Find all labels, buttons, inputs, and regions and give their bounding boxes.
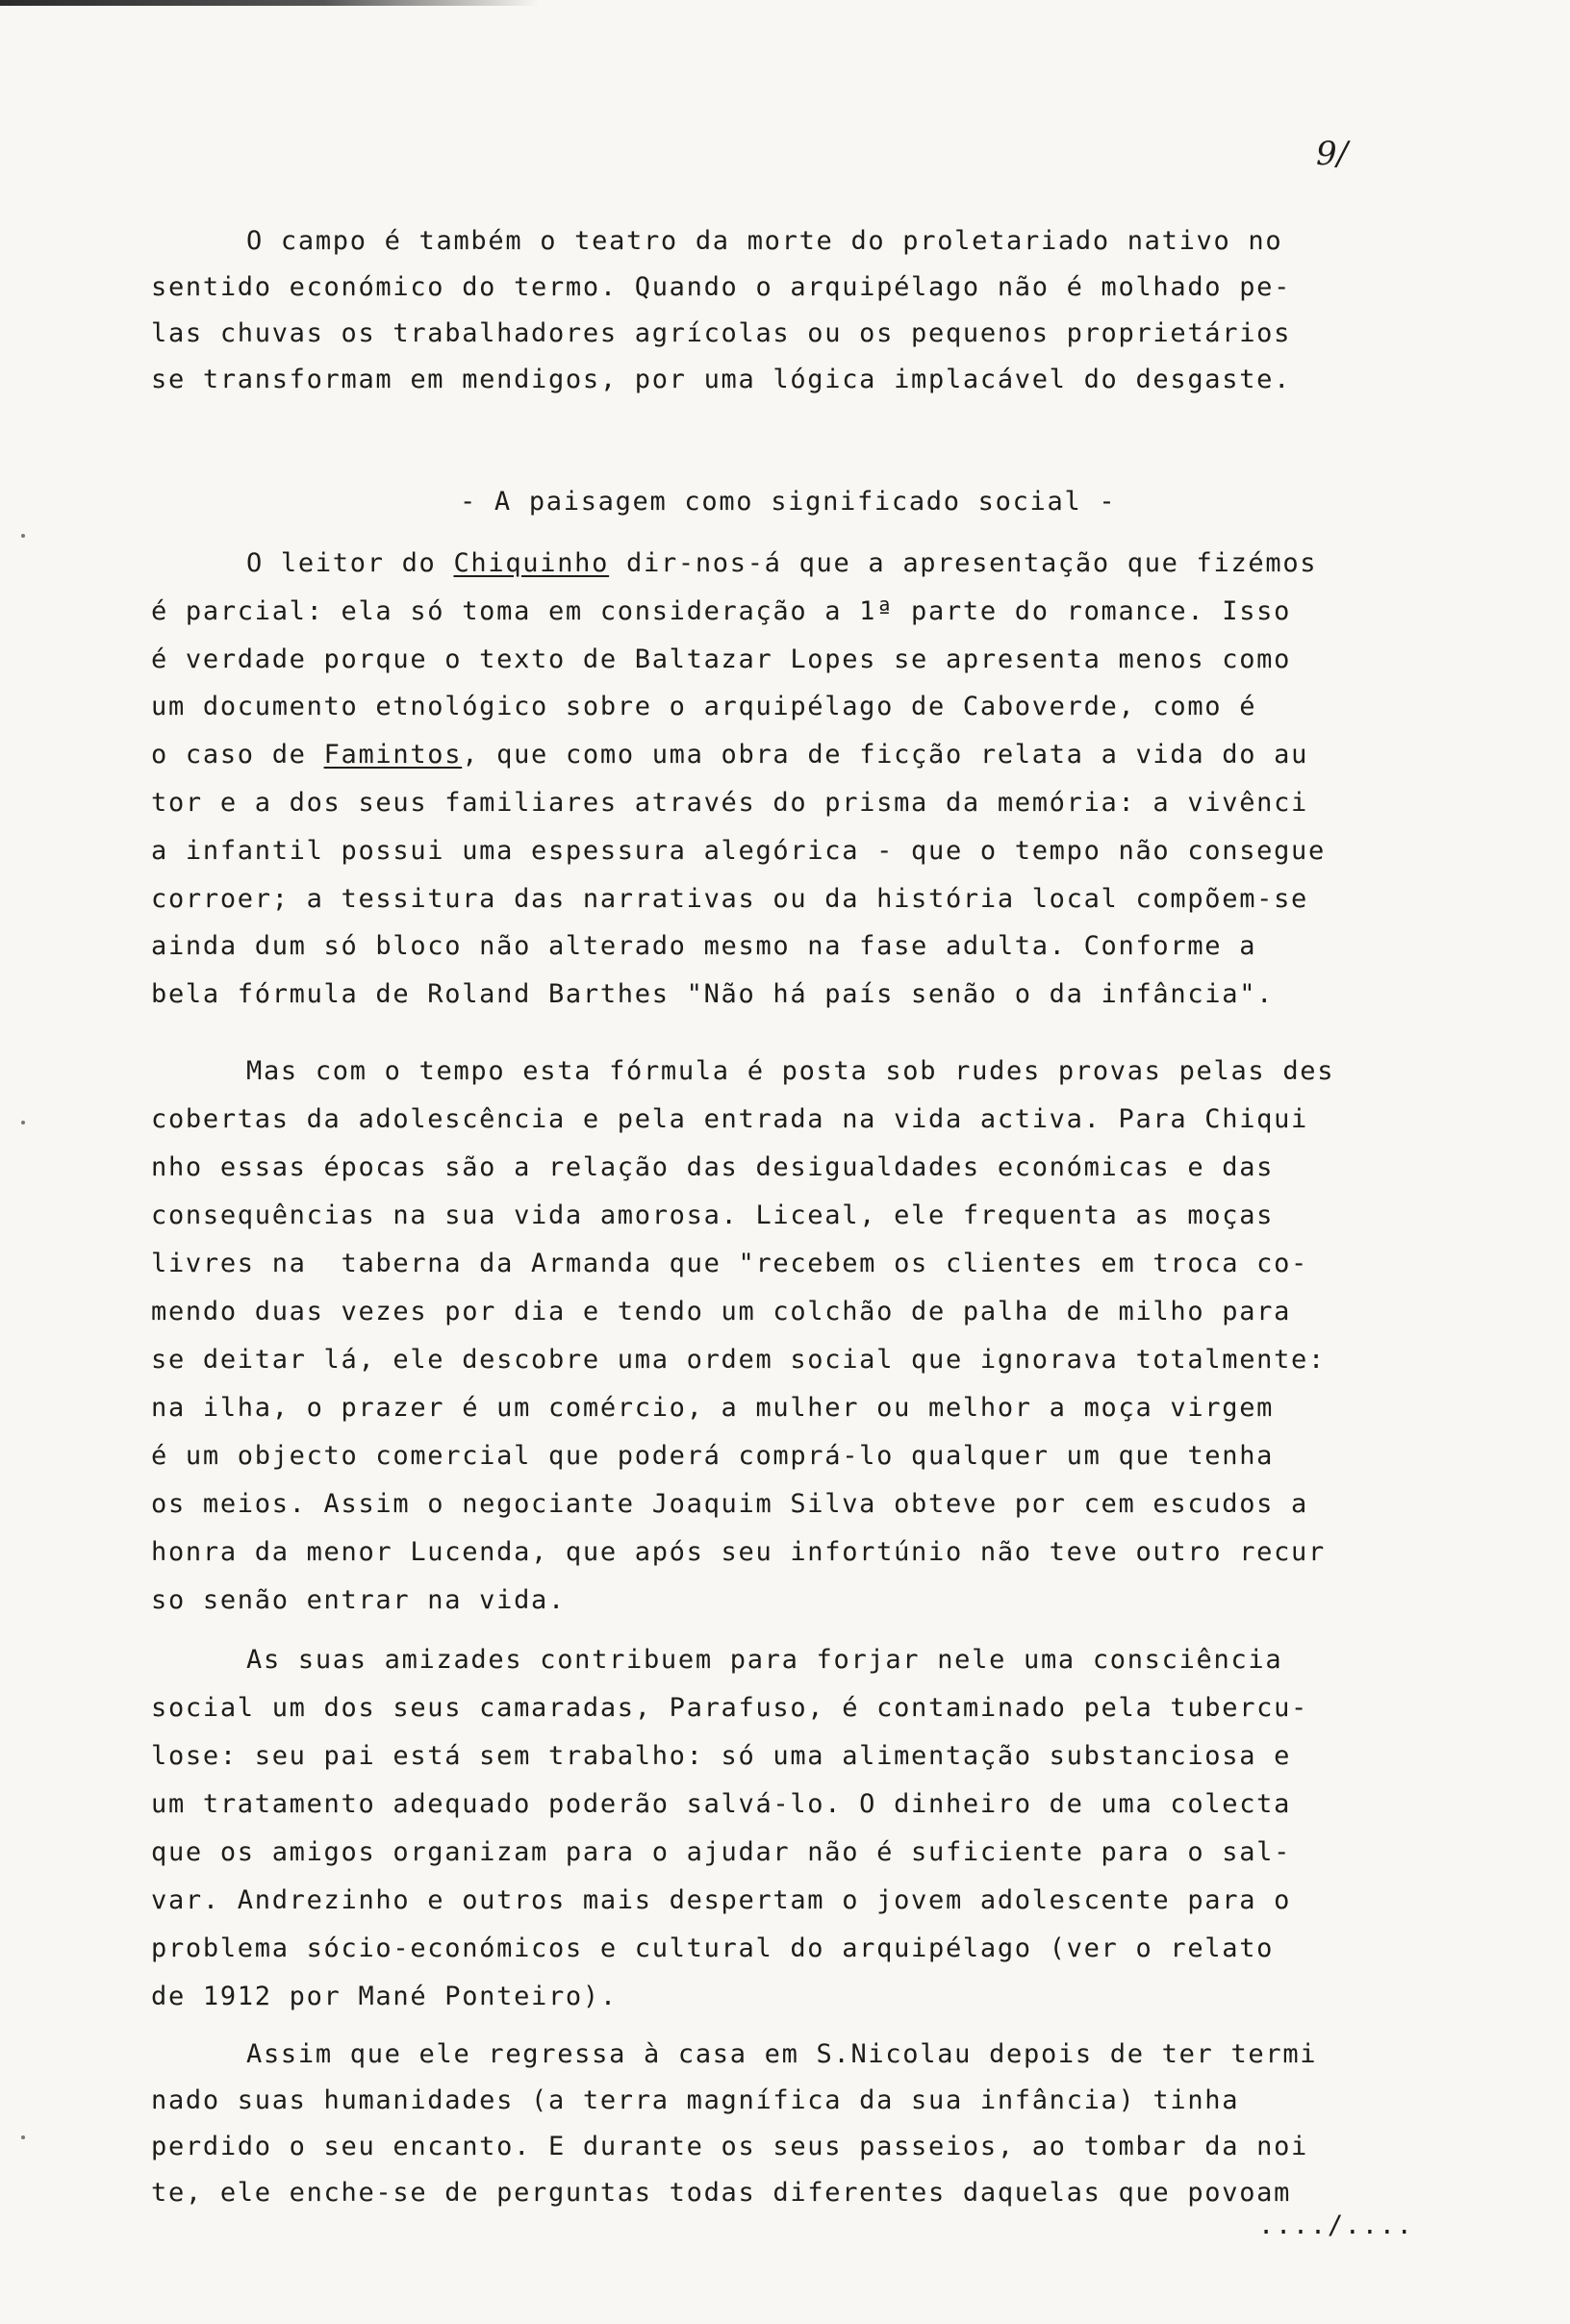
text-line <box>151 1935 1274 1961</box>
text-line <box>151 883 1309 914</box>
text-line <box>151 979 1275 1010</box>
text-run: é um objecto comercial que poderá comprá-lo qualquer um que tenha <box>151 1441 1275 1471</box>
text-run: O leitor do <box>246 548 454 578</box>
text-line <box>151 1983 618 2009</box>
section-heading: - A paisagem como significado social - <box>460 487 1117 517</box>
text-line <box>151 1154 1274 1180</box>
text-line <box>246 2041 1317 2067</box>
text-line <box>151 1443 1274 1469</box>
margin-speck <box>21 534 25 538</box>
text-run: é parcial: ela só toma em consideração a 1ª parte do romance. Isso <box>151 595 1292 626</box>
text-run: las chuvas os trabalhadores agrícolas ou os pequenos proprietários <box>151 318 1292 348</box>
text-line <box>151 2180 1291 2206</box>
text-run: nado suas humanidades (a terra magnífica da sua infância) tinha <box>151 2085 1240 2115</box>
margin-speck <box>21 2135 25 2139</box>
text-line <box>151 694 1256 720</box>
text-line <box>151 1743 1291 1769</box>
text-line <box>246 1058 1334 1084</box>
text-run: perdido o seu encanto. E durante os seus passeios, ao tombar da noi <box>151 2132 1309 2161</box>
text-run: corroer; a tessitura das narrativas ou da história local compõem-se <box>151 883 1309 914</box>
text-run: se transformam em mendigos, por uma lógica implacável do desgaste. <box>151 365 1292 394</box>
text-line <box>151 742 1308 768</box>
text-run: te, ele enche-se de perguntas todas diferentes daquelas que povoam <box>151 2178 1292 2208</box>
margin-speck <box>21 1121 25 1124</box>
text-run: um tratamento adequado poderão salvá-lo. O dinheiro de uma colecta <box>151 1789 1292 1819</box>
text-line <box>151 1299 1291 1325</box>
continuation-mark: ..../.... <box>1258 2210 1414 2240</box>
text-run: problema sócio-económicos e cultural do arquipélago (ver o relato <box>151 1933 1275 1963</box>
text-line <box>246 550 1317 576</box>
text-line <box>246 1647 1282 1673</box>
book-title: Famintos <box>323 740 463 770</box>
text-line <box>151 646 1291 672</box>
text-run: so senão entrar na vida. <box>151 1585 566 1615</box>
text-line <box>151 1791 1291 1817</box>
text-run: Mas com o tempo esta fórmula é posta sob rudes provas pelas des <box>246 1056 1335 1086</box>
text-run: O campo é também o teatro da morte do proletariado nativo no <box>246 226 1283 256</box>
text-run: é verdade porque o texto de Baltazar Lopes se apresenta menos como <box>151 644 1292 674</box>
text-run: livres na taberna da Armanda que "recebem os clientes em troca co- <box>151 1249 1309 1278</box>
text-line <box>151 1695 1308 1721</box>
text-run: que os amigos organizam para o ajudar não é suficiente para o sal- <box>151 1837 1292 1867</box>
text-line <box>151 790 1308 816</box>
text-run: honra da menor Lucenda, que após seu infortúnio não teve outro recur <box>151 1537 1326 1567</box>
text-line <box>151 1202 1274 1228</box>
text-line <box>151 366 1291 392</box>
text-line <box>151 1587 566 1613</box>
text-line <box>151 1106 1308 1132</box>
text-run: mendo duas vezes por dia e tendo um colchão de palha de milho para <box>151 1297 1292 1326</box>
text-line <box>151 320 1291 346</box>
text-run: consequências na sua vida amorosa. Liceal, ele frequenta as moças <box>151 1200 1275 1230</box>
text-line <box>151 1250 1308 1276</box>
text-run: bela fórmula de Roland Barthes "Não há país senão o da infância". <box>151 979 1275 1010</box>
text-run: o caso de <box>151 740 324 770</box>
text-line <box>151 595 1292 626</box>
text-run: um documento etnológico sobre o arquipélago de Caboverde, como é <box>151 692 1257 722</box>
text-run: Assim que ele regressa à casa em S.Nicolau depois de ter termi <box>246 2039 1318 2069</box>
text-run: tor e a dos seus familiares através do prisma da memória: a vivênci <box>151 788 1309 818</box>
text-run: , que como uma obra de ficção relata a vida do au <box>462 740 1309 770</box>
text-line <box>151 931 1257 962</box>
text-line <box>151 1839 1291 1865</box>
text-run: social um dos seus camaradas, Parafuso, é contaminado pela tubercu- <box>151 1693 1309 1723</box>
text-run: As suas amizades contribuem para forjar nele uma consciência <box>246 1645 1283 1675</box>
text-run: a infantil possui uma espessura alegórica - que o tempo não consegue <box>151 835 1326 866</box>
text-run: var. Andrezinho e outros mais despertam o jovem adolescente para o <box>151 1885 1292 1915</box>
text-line <box>151 1347 1326 1373</box>
text-run: dir-nos-á que a apresentação que fizémos <box>609 548 1318 578</box>
text-line <box>151 274 1291 300</box>
text-run: se deitar lá, ele descobre uma ordem social que ignorava totalmente: <box>151 1345 1326 1375</box>
text-run: na ilha, o prazer é um comércio, a mulher ou melhor a moça virgem <box>151 1393 1275 1423</box>
page-number: 9/ <box>1316 135 1349 173</box>
text-line <box>151 2134 1308 2160</box>
text-line <box>151 1491 1308 1517</box>
text-line <box>151 835 1326 866</box>
text-run: sentido económico do termo. Quando o arquipélago não é molhado pe- <box>151 272 1292 302</box>
text-run: lose: seu pai está sem trabalho: só uma alimentação substanciosa e <box>151 1741 1292 1771</box>
text-run: cobertas da adolescência e pela entrada na vida activa. Para Chiqui <box>151 1104 1309 1134</box>
text-line <box>151 1395 1274 1421</box>
text-line <box>246 228 1282 254</box>
book-title: Chiquinho <box>453 548 610 578</box>
scan-edge-shadow <box>0 0 539 6</box>
text-line <box>151 2087 1239 2113</box>
text-run: nho essas épocas são a relação das desigualdades económicas e das <box>151 1152 1275 1182</box>
text-line <box>151 1887 1291 1913</box>
text-run: os meios. Assim o negociante Joaquim Silva obteve por cem escudos a <box>151 1489 1309 1519</box>
text-line <box>151 1539 1326 1565</box>
text-run: de 1912 por Mané Ponteiro). <box>151 1982 618 2011</box>
text-run: ainda dum só bloco não alterado mesmo na fase adulta. Conforme a <box>151 931 1257 962</box>
